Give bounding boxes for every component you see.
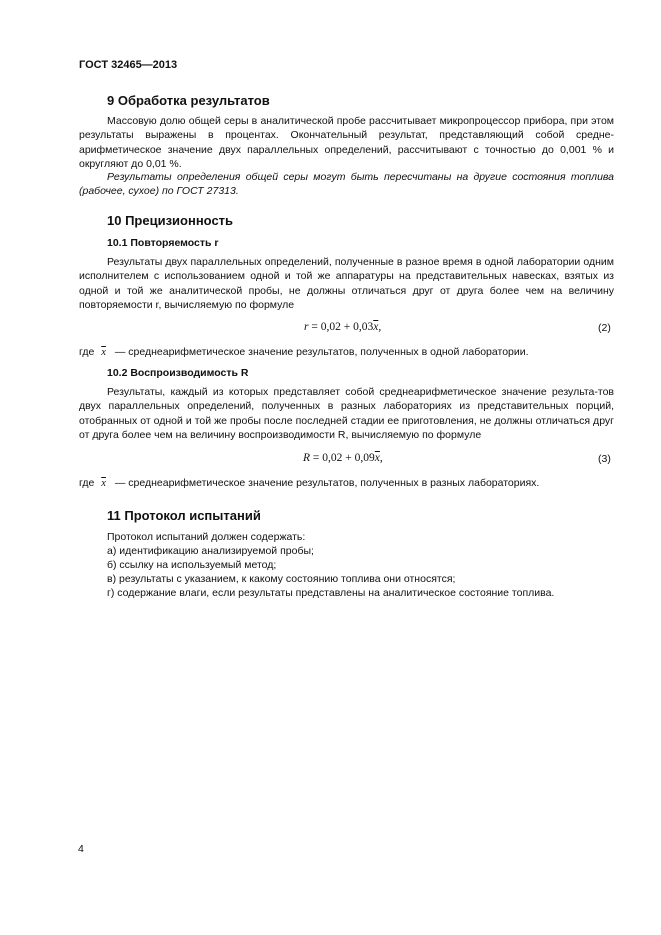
protocol-intro: Протокол испытаний должен содержать: [107, 531, 306, 543]
where-variable: $\overline{x}$ [101, 347, 106, 358]
list-item: а) идентификацию анализируемой пробы; [107, 545, 314, 557]
subsection-10-2-paragraph: Результаты, каждый из которых представляет собой среднеарифметическое значение результа-тов двух параллельных определений, полученных в разных лабораториях из представительных порций, отобранных от одной и той же пробы после последней стадии ее приготовления, не должны отличаться друг от друга более чем на величину воспроизводимости R, вычисляемую по формуле [79, 386, 614, 442]
list-item: в) результаты с указанием, к какому состоянию топлива они относятся; [107, 573, 456, 585]
where-text: — среднеарифметическое значение результатов, полученных в одной лаборатории. [114, 346, 529, 358]
subsection-10-2-title: 10.2 Воспроизводимость R [107, 367, 249, 379]
formula-variable: R [303, 452, 311, 464]
section-9-title: 9 Обработка результатов [107, 93, 270, 108]
document-header: ГОСТ 32465—2013 [79, 59, 178, 71]
formula-mean: $\overline{x}$ [373, 321, 379, 333]
section-9-paragraph-2: Результаты определения общей серы могут быть пересчитаны на другие состояния топлива (рабочее, сухое) по ГОСТ 27313. [79, 171, 614, 198]
subsection-10-1-title: 10.1 Повторяемость r [107, 237, 219, 249]
where-clause-1 [79, 345, 529, 360]
where-prefix: где [79, 346, 95, 358]
subsection-10-1-paragraph: Результаты двух параллельных определений, полученные в разное время в одной лаборатории одним исполнителем с использованием одной и той же аппаратуры на представительных навесках, взятых из одной и той же аналитической пробы, не должны отличаться друг от друга более чем на величину повторяемости r, вычисляемую по формуле [79, 256, 614, 312]
formula-variable: r [304, 321, 309, 333]
equation-number-2: (2) [598, 322, 611, 334]
formula-reproducibility [303, 452, 383, 464]
where-text: — среднеарифметическое значение результатов, полученных в разных лабораториях. [114, 477, 540, 489]
equation-number-3: (3) [598, 453, 611, 465]
formula-body: = 0,02 + 0,03 [308, 321, 374, 333]
formula-end: , [378, 321, 382, 333]
section-11-title: 11 Протокол испытаний [107, 508, 261, 523]
list-item: б) ссылку на используемый метод; [107, 559, 277, 571]
formula-body: = 0,02 + 0,09 [310, 452, 375, 464]
where-variable: $\overline{x}$ [101, 478, 106, 489]
where-clause-2 [79, 476, 539, 491]
where-prefix: где [79, 477, 95, 489]
formula-end: , [379, 452, 383, 464]
formula-mean: $\overline{x}$ [374, 452, 380, 464]
page-number: 4 [78, 843, 84, 855]
list-item: г) содержание влаги, если результаты представлены на аналитическое состояние топлива. [107, 587, 555, 599]
section-10-title: 10 Прецизионность [107, 213, 234, 228]
formula-repeatability [304, 321, 381, 333]
section-9-paragraph-1: Массовую долю общей серы в аналитической пробе рассчитывает микропроцессор прибора, при этом результаты выражены в процентах. Окончательный результат, представляющий собой средне-арифметическое значение двух параллельных определений, рассчитывают с точностью до 0,001 % и округляют до 0,01 %. [79, 115, 614, 171]
